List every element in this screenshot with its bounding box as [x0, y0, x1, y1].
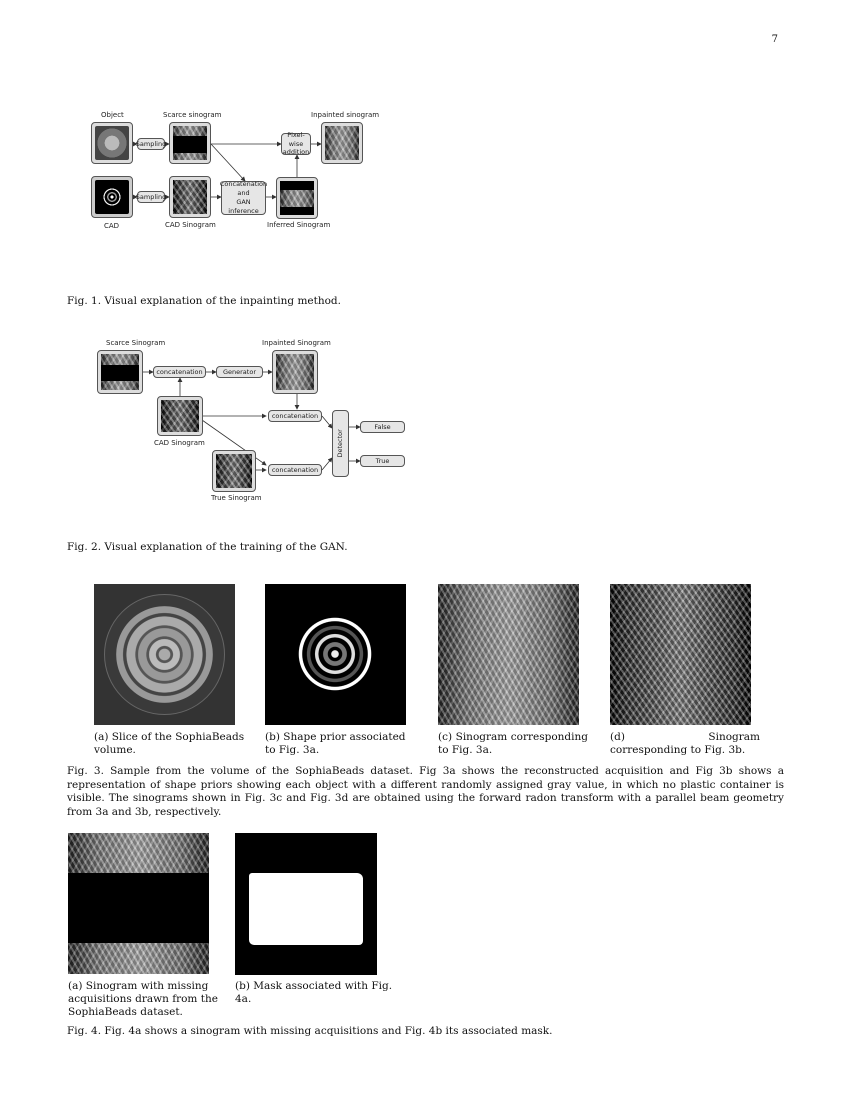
label-scarce-sinogram: Scarce sinogram	[163, 111, 222, 119]
figure-4-caption: Fig. 4. Fig. 4a shows a sinogram with missing acquisitions and Fig. 4b its associated mask.	[67, 1025, 553, 1037]
inpainted-sinogram-image-2	[272, 350, 318, 394]
true-box: True	[360, 455, 405, 467]
concat-line-2: and	[237, 189, 250, 198]
true-sinogram-image	[212, 450, 256, 492]
false-box: False	[360, 421, 405, 433]
fig3d-subcaption: (d) Sinogram corresponding to Fig. 3b.	[610, 731, 760, 757]
fig4a-subcaption: (a) Sinogram with missing acquisitions drawn from the SophiaBeads dataset.	[68, 980, 218, 1019]
fig3c-subcaption: (c) Sinogram corresponding to Fig. 3a.	[438, 731, 588, 757]
fig3d-sinogram	[610, 584, 751, 725]
detector-label: Detector	[336, 429, 345, 458]
cad-sinogram-image-2	[157, 396, 203, 436]
fig3a-subcaption: (a) Slice of the SophiaBeads volume.	[94, 731, 245, 757]
label-cad-sinogram-2: CAD Sinogram	[154, 439, 205, 447]
generator-box: Generator	[216, 366, 263, 378]
fig3b-subcaption: (b) Shape prior associated to Fig. 3a.	[265, 731, 406, 757]
pixelwise-line-1: Pixel-wise	[287, 130, 305, 148]
fig4b-subcaption: (b) Mask associated with Fig. 4a.	[235, 980, 393, 1006]
figure-1-caption: Fig. 1. Visual explanation of the inpainting method.	[67, 295, 341, 307]
fig4b-mask	[235, 833, 377, 975]
label-inferred-sinogram: Inferred Sinogram	[267, 221, 331, 229]
label-inpainted-sinogram-2: Inpainted Sinogram	[262, 339, 331, 347]
figure-3-caption: Fig. 3. Sample from the volume of the SophiaBeads dataset. Fig 3a shows the reconstructed acquisition and Fig 3b shows a representation of shape priors showing each object with a different randomly assigned gray value, in which no plastic container is visible. The sinograms shown in Fig. 3c and Fig. 3d are obtained using the forward radon transform with a parallel beam geometry from 3a and 3b, respectively.	[67, 765, 784, 818]
pixelwise-line-2: addition	[282, 148, 310, 157]
fig3b-shape-prior	[265, 584, 406, 725]
label-object: Object	[101, 111, 124, 119]
concat-line-1: Concatenation	[219, 180, 268, 189]
concat-line-3: GAN inference	[228, 198, 259, 215]
label-scarce-sinogram-2: Scarce Sinogram	[106, 339, 166, 347]
label-true-sinogram: True Sinogram	[211, 494, 262, 502]
concat-box-top: concatenation	[153, 366, 206, 378]
scarce-sinogram-image-2	[97, 350, 143, 394]
label-inpainted-sinogram: Inpainted sinogram	[311, 111, 380, 119]
concat-box-bottom: concatenation	[268, 464, 322, 476]
label-cad-sinogram: CAD Sinogram	[165, 221, 216, 229]
sampling-box-top: Sampling	[137, 138, 165, 150]
page-number: 7	[771, 34, 778, 45]
label-cad: CAD	[104, 222, 120, 230]
concat-box-mid: concatenation	[268, 410, 322, 422]
fig4a-sinogram-missing	[68, 833, 209, 974]
sampling-box-bottom: Sampling	[137, 191, 165, 203]
figure-2-caption: Fig. 2. Visual explanation of the training of the GAN.	[67, 541, 348, 553]
fig3a-beads-slice	[94, 584, 235, 725]
fig3c-sinogram	[438, 584, 579, 725]
figure-2-connectors	[0, 0, 850, 520]
detector-box	[332, 410, 349, 477]
